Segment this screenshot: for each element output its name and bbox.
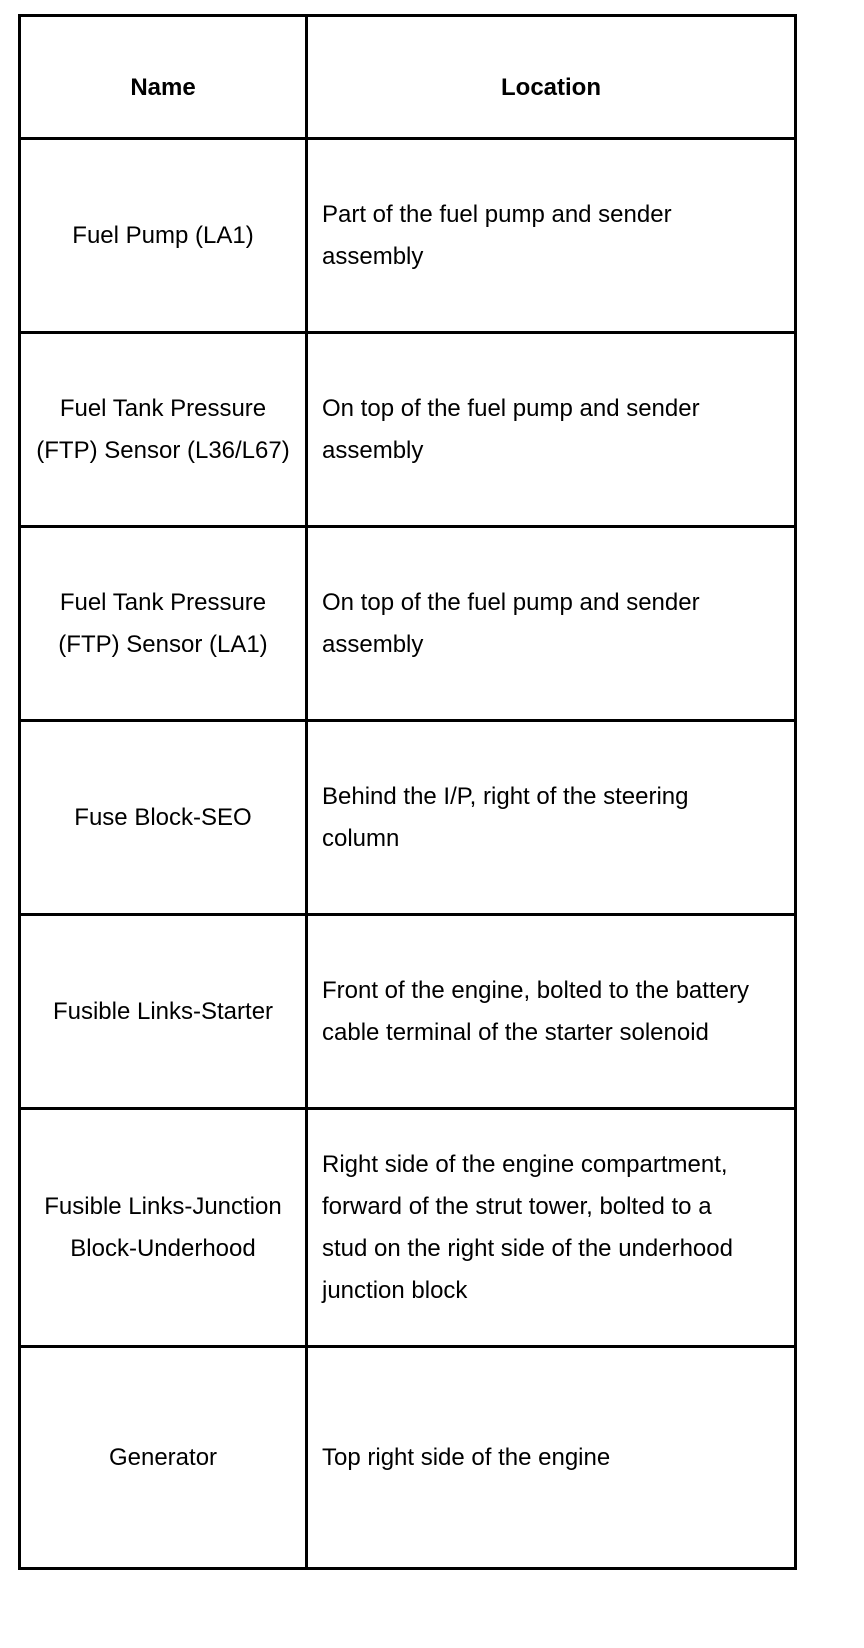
row-location: Behind the I/P, right of the steering column: [307, 721, 796, 915]
row-name: Fuel Tank Pressure (FTP) Sensor (L36/L67): [20, 333, 307, 527]
table-row: [20, 139, 796, 333]
component-location-table: [18, 14, 797, 1570]
row-location: Right side of the engine compartment, forward of the strut tower, bolted to a stud on the right side of the underhood junction block: [307, 1109, 796, 1347]
row-name: Fuse Block-SEO: [20, 721, 307, 915]
table-row: [20, 527, 796, 721]
row-location: On top of the fuel pump and sender assembly: [307, 333, 796, 527]
row-name: Fusible Links-Junction Block-Underhood: [20, 1109, 307, 1347]
table-row: [20, 333, 796, 527]
table-row: [20, 1109, 796, 1347]
row-name: Fuel Tank Pressure (FTP) Sensor (LA1): [20, 527, 307, 721]
table-row: [20, 721, 796, 915]
table-row: [20, 1347, 796, 1569]
row-name: Generator: [20, 1347, 307, 1569]
row-location: Part of the fuel pump and sender assembly: [307, 139, 796, 333]
header-location: Location: [307, 16, 796, 139]
table-header-row: [20, 16, 796, 139]
row-location: Top right side of the engine: [307, 1347, 796, 1569]
row-name: Fuel Pump (LA1): [20, 139, 307, 333]
row-location: On top of the fuel pump and sender assembly: [307, 527, 796, 721]
row-name: Fusible Links-Starter: [20, 915, 307, 1109]
header-name: Name: [20, 16, 307, 139]
row-location: Front of the engine, bolted to the battery cable terminal of the starter solenoid: [307, 915, 796, 1109]
table-row: [20, 915, 796, 1109]
